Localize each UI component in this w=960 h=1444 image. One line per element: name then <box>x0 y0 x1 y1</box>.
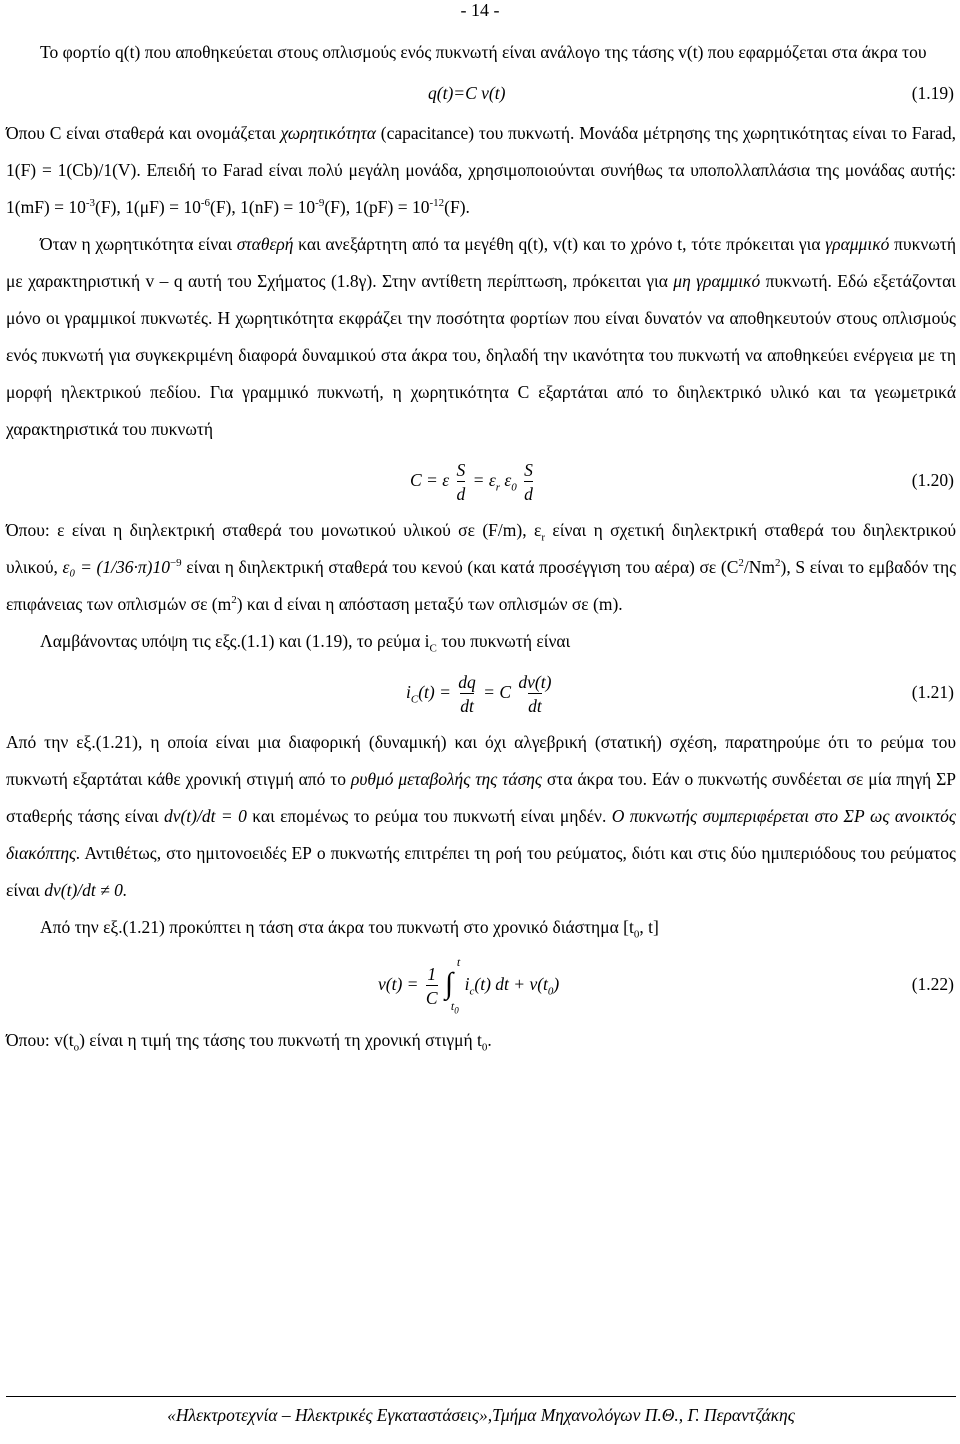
page-body <box>6 34 956 1059</box>
denominator: C <box>426 985 438 1009</box>
text-span: Από την εξ.(1.21), η οποία είναι μια διαφορική (δυναμική) και όχι αλγεβρική (στατική) σχέση, παρατηρούμε ότι το ρεύμα του πυκνωτή εξαρτάται κάθε χρονική στιγμή από το <box>6 732 956 789</box>
exponent: -9 <box>315 197 325 210</box>
paragraph-voltage <box>6 909 956 946</box>
equation-1-20 <box>6 448 956 512</box>
emphasis: γραμμικό <box>825 234 890 254</box>
eq-part: C = ε <box>410 470 450 490</box>
equation-1-20-number: (1.20) <box>911 470 954 490</box>
text-span: του πυκνωτή είναι <box>441 631 571 651</box>
text-span: , t] <box>639 917 659 937</box>
exponent: -3 <box>85 197 96 210</box>
denominator: d <box>524 481 533 505</box>
page-number: - 14 - <box>460 0 500 20</box>
subscript: r <box>495 481 501 494</box>
fraction <box>458 671 476 717</box>
equation-1-22-formula <box>378 946 559 1022</box>
eq-part: = C <box>483 682 512 702</box>
paragraph-permittivity <box>6 512 956 623</box>
text-span: . <box>487 1030 492 1050</box>
emphasis: ρυθμό μεταβολής της τάσης <box>350 769 542 789</box>
equation-1-19 <box>6 71 956 115</box>
text-span: ) είναι η τιμή της τάσης του πυκνωτή τη χρονική στιγμή t <box>79 1030 482 1050</box>
inline-formula: dv(t)/dt ≠ 0. <box>44 880 128 900</box>
formula: ε₀ = (1/36·π)10 <box>62 557 170 577</box>
page-footer: «Ηλεκτροτεχνία – Ηλεκτρικές Εγκαταστάσεις»,Τμήμα Μηχανολόγων Π.Θ., Γ. Περαντζάκης <box>167 1405 795 1425</box>
denominator: d <box>457 481 466 505</box>
numerator: 1 <box>427 963 437 984</box>
text-span: στα άκρα του. Εάν ο πυκνωτής συνδέεται σε μία πηγή ΣΡ σταθερής τάσης είναι <box>6 769 956 826</box>
equation-1-19-number: (1.19) <box>911 83 954 103</box>
paragraph-charge: Το φορτίο q(t) που αποθηκεύεται στους οπλισμούς ενός πυκνωτή είναι ανάλογο της τάσης v(t) που εφαρμόζεται στα άκρα του <box>40 42 927 62</box>
emphasis: μη γραμμικό <box>673 271 761 291</box>
text-span: είναι η διηλεκτρική σταθερά του κενού (και κατά προσέγγιση του αέρα) σε (C <box>186 557 739 577</box>
exponent: −9 <box>169 557 182 570</box>
equation-1-22-number: (1.22) <box>911 974 954 994</box>
eq-part: v(t) = <box>378 974 419 994</box>
text-span: είναι η σχετική διηλεκτρική σταθερά του διηλεκτρικού υλικού, <box>6 520 956 577</box>
text-span: Λαμβάνοντας υπόψη τις εξς.(1.1) και (1.19), το ρεύμα i <box>40 631 430 651</box>
eq-part: i <box>464 974 470 994</box>
text-span: Όπου: ε είναι η διηλεκτρική σταθερά του μονωτικού υλικού σε (F/m), ε <box>6 520 542 540</box>
text-span: και επομένως το ρεύμα του πυκνωτή είναι μηδέν. <box>252 806 607 826</box>
paragraph-dc-behaviour <box>6 724 956 909</box>
subscript: C <box>429 642 437 655</box>
text-span: Όπου: v(t <box>6 1030 74 1050</box>
subscript: 0 <box>633 928 640 941</box>
eq-part: ) <box>553 974 560 994</box>
paragraph-linear-capacitor <box>6 226 956 448</box>
fraction <box>426 963 438 1009</box>
text-span: Από την εξ.(1.21) προκύπτει η τάση στα άκρα του πυκνωτή στο χρονικό διάστημα [t <box>40 917 634 937</box>
text-span: (capacitance) του πυκνωτή. Μονάδα μέτρησης της χωρητικότητας είναι το Farad, 1(F) = 1(Cb)/1(V). Επειδή το Farad είναι πολύ μεγάλη μονάδα, χρησιμοποιούνται συνήθως τα υποπολλαπλάσια της μονάδας αυτής: 1(mF) = 10 <box>6 123 957 217</box>
eq-part: (t) = <box>418 682 451 702</box>
numerator: S <box>524 459 533 480</box>
inline-formula <box>63 557 182 577</box>
eq-part: i <box>406 682 411 702</box>
term-capacitance: χωρητικότητα <box>280 123 376 143</box>
subscript: c <box>469 985 475 998</box>
subscript: 0 <box>511 481 517 494</box>
numerator: dq <box>458 671 476 692</box>
text-span: (F). <box>444 197 470 217</box>
text-span: (F), 1(μF) = 10 <box>95 197 201 217</box>
equation-1-19-formula: q(t)=C v(t) <box>428 83 506 103</box>
equation-1-21 <box>6 660 956 724</box>
equation-1-21-formula <box>406 660 554 724</box>
text-span: Όπου C είναι σταθερά και ονομάζεται <box>6 123 276 143</box>
exponent: 2 <box>231 594 237 607</box>
text-span: (F), 1(pF) = 10 <box>324 197 430 217</box>
subscript: 0 <box>454 1005 459 1016</box>
exponent: 2 <box>738 557 744 570</box>
inline-formula: dv(t)/dt = 0 <box>163 806 247 826</box>
integral-sign: ∫ <box>444 966 454 1000</box>
text-span: (F), 1(nF) = 10 <box>210 197 316 217</box>
paragraph-capacitance <box>6 115 956 226</box>
exponent: -6 <box>200 197 210 210</box>
integral-lower-limit <box>451 997 459 1019</box>
text-span: /Nm <box>743 557 776 577</box>
equation-1-20-formula <box>410 448 536 512</box>
eq-part: = ε <box>472 470 496 490</box>
subscript: 0 <box>547 985 554 998</box>
fraction <box>457 459 466 505</box>
exponent: -12 <box>429 197 445 210</box>
limit-var: t <box>450 998 455 1013</box>
text-span: ), S είναι το εμβαδόν της επιφάνειας των οπλισμών σε (m <box>6 557 957 614</box>
eq-part: (t) dt + v(t <box>474 974 548 994</box>
paragraph-initial-voltage <box>6 1022 956 1059</box>
fraction <box>524 459 533 505</box>
text-span: πυκνωτή με χαρακτηριστική v – q αυτή του Σχήματος (1.8γ). Στην αντίθετη περίπτωση, πρόκειται για <box>6 234 957 291</box>
paragraph-current <box>6 623 956 660</box>
numerator: S <box>456 459 466 480</box>
emphasis: Ο πυκνωτής συμπεριφέρεται στο ΣΡ ως ανοικτός διακόπτης. <box>6 806 956 863</box>
eq-part: ε <box>504 470 512 490</box>
text-span: ) και d είναι η απόσταση μεταξύ των οπλισμών σε (m). <box>236 594 623 614</box>
text-span: και ανεξάρτητη από τα μεγέθη q(t), v(t) και το χρόνο t, τότε πρόκειται για <box>298 234 821 254</box>
emphasis: σταθερή <box>236 234 294 254</box>
subscript: 0 <box>481 1041 488 1054</box>
integral-upper-limit: t <box>456 954 461 969</box>
subscript: r <box>541 531 545 544</box>
equation-1-22 <box>6 946 956 1022</box>
numerator: dv(t) <box>518 671 552 692</box>
equation-1-21-number: (1.21) <box>911 682 954 702</box>
subscript: C <box>410 693 419 706</box>
exponent: 2 <box>775 557 781 570</box>
denominator: dt <box>460 693 474 717</box>
text-span: Όταν η χωρητικότητα είναι <box>40 234 233 254</box>
integral <box>445 953 460 1019</box>
subscript: o <box>73 1041 80 1054</box>
text-span: Αντιθέτως, στο ημιτονοειδές ΕΡ ο πυκνωτής επιτρέπει τη ροή του ρεύματος, διότι και στις δύο ημιπεριόδους του ρεύματος είναι <box>6 843 956 900</box>
footer-divider <box>6 1396 956 1397</box>
denominator: dt <box>528 693 542 717</box>
text-span: πυκνωτή. Εδώ εξετάζονται μόνο οι γραμμικοί πυκνωτές. Η χωρητικότητα εκφράζει την ποσότητα φορτίων που είναι δυνατόν να αποθηκευτούν στους οπλισμούς ενός πυκνωτή για συγκεκριμένη διαφορά δυναμικού στα άκρα του, δηλαδή την ικανότητα του πυκνωτή να αποθηκεύει ενέργεια με τη μορφή ηλεκτρικού πεδίου. Για γραμμικό πυκνωτή, η χωρητικότητα C εξαρτάται από το διηλεκτρικό υλικό και τα γεωμετρικά χαρακτηριστικά του πυκνωτή <box>6 271 957 439</box>
fraction <box>518 671 551 717</box>
